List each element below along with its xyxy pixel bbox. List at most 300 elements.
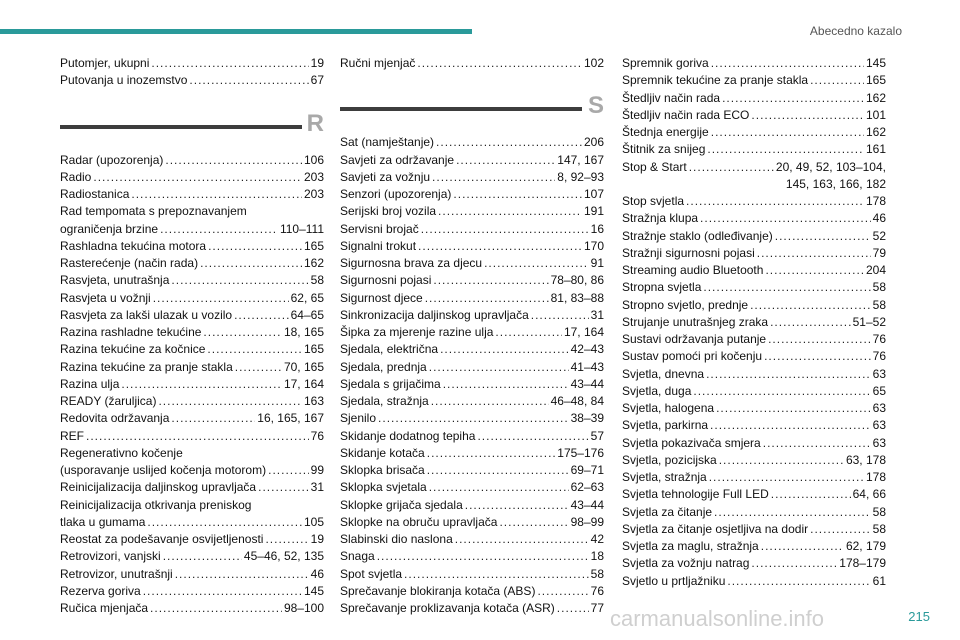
index-entry-pages: 16, 165, 167 — [257, 411, 324, 426]
index-entry — [340, 186, 604, 203]
index-entry — [622, 228, 886, 245]
dot-leader — [165, 152, 302, 169]
index-entry-pages: 62, 65 — [290, 290, 324, 305]
section-letter: S — [587, 92, 604, 120]
index-entry-pages: 61 — [872, 573, 886, 588]
index-entry-pages: 163 — [303, 394, 324, 408]
index-column-2 — [340, 55, 604, 617]
index-entry-pages: 51–52 — [852, 314, 886, 329]
index-entry-pages: 58 — [310, 273, 324, 288]
index-entry — [60, 531, 324, 548]
index-entry — [340, 531, 604, 548]
index-entry — [60, 55, 324, 72]
index-entry-term: Stop & Start — [622, 159, 687, 174]
index-entry-term: Sjedala, stražnja — [340, 394, 429, 408]
index-entry-term: Rezerva goriva — [60, 583, 141, 598]
index-entry — [340, 410, 604, 427]
dot-leader — [234, 307, 289, 324]
index-entry-pages: 162 — [865, 90, 886, 105]
index-entry — [340, 307, 604, 324]
index-entry-term: Savjeti za vožnju — [340, 169, 431, 184]
dot-leader — [440, 341, 569, 358]
index-entry-term: Sjenilo — [340, 411, 377, 426]
index-entry-pages: 58 — [872, 504, 886, 519]
dot-leader — [751, 555, 837, 572]
index-entry — [622, 504, 886, 521]
index-entry-term: Sjedala s grijačima — [340, 376, 441, 391]
dot-leader — [750, 297, 871, 314]
index-entry — [340, 428, 604, 445]
index-entry-term: Streaming audio Bluetooth — [622, 263, 764, 277]
dot-leader — [208, 238, 302, 255]
index-entry-pages: 17, 164 — [563, 325, 604, 339]
index-entry — [622, 245, 886, 262]
index-entry-pages: 70, 165 — [283, 359, 324, 374]
dot-leader — [235, 359, 282, 376]
dot-leader — [189, 72, 308, 89]
index-entry-term: READY (žaruljica) — [60, 394, 157, 408]
index-entry-pages: 31 — [590, 307, 604, 322]
index-entry — [60, 600, 324, 617]
index-entry-pages: 64–65 — [290, 307, 324, 322]
dot-leader — [537, 583, 588, 600]
dot-leader — [421, 221, 589, 238]
index-entry-pages: 203 — [303, 187, 324, 201]
index-entry-term: ograničenja brzine — [60, 221, 159, 236]
index-entry-pages: 77 — [590, 601, 604, 615]
dot-leader — [150, 600, 282, 617]
dot-leader — [531, 307, 589, 324]
index-entry-term: Sigurnosni pojasi — [340, 273, 432, 288]
index-entry-pages: 106 — [303, 152, 324, 167]
dot-leader — [86, 428, 309, 445]
index-entry — [622, 400, 886, 417]
index-entry-term: Ručni mjenjač — [340, 56, 416, 70]
dot-leader — [433, 272, 548, 289]
header-accent-bar — [0, 29, 472, 34]
index-entry-pages: 58 — [590, 566, 604, 581]
index-entry — [340, 324, 604, 341]
index-entry-term: Retrovizori, vanjski — [60, 549, 161, 564]
index-entry — [340, 548, 604, 565]
dot-leader — [121, 376, 282, 393]
index-entry-pages: 58 — [872, 280, 886, 295]
dot-leader — [160, 221, 278, 238]
index-entry-term: Sprečavanje proklizavanja kotača (ASR) — [340, 601, 555, 615]
index-entry-term: Sustavi održavanja putanje — [622, 332, 767, 346]
index-entry-pages: 178–179 — [839, 556, 886, 571]
index-entry-term: Štedljiv način rada — [622, 90, 721, 105]
index-entry-term: Savjeti za održavanje — [340, 152, 455, 167]
index-entry-pages: 41–43 — [570, 359, 604, 374]
dot-leader — [432, 169, 555, 186]
index-entry — [60, 255, 324, 272]
index-entry-term: Svjetlo u prtljažniku — [622, 573, 726, 588]
index-entry-pages: 63 — [872, 418, 886, 433]
index-entry-pages: 62, 179 — [845, 539, 886, 553]
index-entry-term: (usporavanje uslijed kočenja motorom) — [60, 463, 267, 477]
index-entry — [340, 134, 604, 151]
dot-leader — [499, 514, 568, 531]
index-entry-pages: 204 — [865, 263, 886, 277]
index-entry-pages: 19 — [310, 56, 324, 70]
index-entry — [622, 486, 886, 503]
dot-leader — [143, 583, 302, 600]
index-entry-pages: 65 — [872, 383, 886, 398]
index-entry-text: Reinicijalizacija otkrivanja preniskog — [60, 497, 252, 512]
index-entry-term: Stropna svjetla — [622, 280, 702, 295]
index-entry — [60, 169, 324, 186]
index-entry-text: Rad tempomata s prepoznavanjem — [60, 204, 247, 219]
index-entry-pages: 52 — [872, 228, 886, 243]
index-entry — [340, 255, 604, 272]
index-entry-term: Retrovizor, unutrašnji — [60, 566, 173, 581]
index-entry-term: Rasvjeta za lakši ulazak u vozilo — [60, 307, 233, 322]
dot-leader — [427, 462, 569, 479]
dot-leader — [431, 393, 549, 410]
index-entry-term: Stražnje staklo (odleđivanje) — [622, 228, 773, 243]
index-entry-pages: 42 — [590, 532, 604, 546]
index-entry — [60, 428, 324, 445]
index-entry-pages: 165 — [303, 342, 324, 357]
dot-leader — [757, 245, 871, 262]
index-entry-pages: 76 — [310, 428, 324, 443]
index-entry — [340, 55, 604, 72]
index-entry-term: Redovita održavanja — [60, 411, 170, 426]
dot-leader — [703, 279, 870, 296]
index-entry-term: Senzori (upozorenja) — [340, 187, 452, 201]
index-entry-term: Putomjer, ukupni — [60, 56, 150, 70]
index-entry — [622, 141, 886, 158]
index-entry-pages: 62–63 — [570, 480, 604, 495]
index-entry-term: Radar (upozorenja) — [60, 152, 164, 167]
index-column-1 — [60, 55, 324, 617]
dot-leader — [761, 538, 844, 555]
index-entry-pages: 58 — [872, 521, 886, 536]
index-entry — [622, 555, 886, 572]
index-entry — [622, 297, 886, 314]
dot-leader — [436, 134, 582, 151]
index-entry — [622, 72, 886, 89]
index-entry-term: Sigurnosna brava za djecu — [340, 256, 483, 270]
index-entry-term: Svjetla, pozicijska — [622, 452, 717, 467]
dot-leader — [711, 124, 864, 141]
dot-leader — [751, 107, 864, 124]
dot-leader — [207, 341, 302, 358]
index-entry — [60, 548, 324, 565]
index-entry-term: Spremnik tekućine za pranje stakla — [622, 73, 809, 88]
dot-leader — [453, 186, 582, 203]
index-entry-pages: 63 — [872, 435, 886, 450]
index-entry-term: Sklopke na obruču upravljača — [340, 514, 498, 529]
index-entry — [622, 314, 886, 331]
index-entry — [340, 272, 604, 289]
dot-leader — [417, 55, 582, 72]
dot-leader — [455, 531, 589, 548]
index-entry — [340, 290, 604, 307]
page-number: 215 — [908, 609, 930, 624]
index-entry — [340, 514, 604, 531]
index-entry-pages: 79 — [872, 245, 886, 260]
dot-leader — [714, 504, 871, 521]
dot-leader — [484, 255, 589, 272]
index-entry — [622, 193, 886, 210]
index-entry-term: Reinicijalizacija daljinskog upravljača — [60, 480, 257, 495]
dot-leader — [377, 548, 589, 565]
index-entry-pages: 46 — [310, 566, 324, 581]
index-entry-pages: 42–43 — [570, 342, 604, 357]
dot-leader — [707, 141, 864, 158]
index-entry-term: Stražnji sigurnosni pojasi — [622, 245, 755, 260]
section-rule — [60, 125, 302, 129]
index-entry-term: Sklopka svjetala — [340, 480, 427, 495]
index-entry — [622, 210, 886, 227]
index-entry-continuation: 145, 163, 166, 182 — [785, 176, 886, 191]
dot-leader — [711, 55, 864, 72]
dot-leader — [131, 186, 302, 203]
dot-leader — [465, 497, 569, 514]
index-entry — [60, 307, 324, 324]
index-entry-pages: 110–111 — [279, 221, 324, 236]
dot-leader — [268, 462, 309, 479]
index-entry-term: Rasvjeta, unutrašnja — [60, 273, 170, 288]
index-entry — [60, 152, 324, 169]
index-entry-pages: 63, 178 — [845, 452, 886, 467]
dot-leader — [151, 55, 308, 72]
index-entry-pages: 161 — [865, 142, 886, 157]
index-entry-term: Sklopke grijača sjedala — [340, 497, 463, 512]
index-entry-term: Sjedala, prednja — [340, 359, 427, 374]
dot-leader — [764, 348, 871, 365]
index-entry-term: Svjetla, stražnja — [622, 470, 707, 484]
dot-leader — [810, 72, 864, 89]
index-entry — [340, 479, 604, 496]
col2-items-list — [340, 134, 604, 617]
dot-leader — [689, 159, 774, 176]
index-entry — [60, 290, 324, 307]
index-entry-term: Stropno svjetlo, prednje — [622, 297, 749, 312]
index-entry-term: Radiostanica — [60, 187, 130, 201]
index-entry-pages: 175–176 — [557, 445, 604, 460]
index-entry-term: Štednja energije — [622, 125, 709, 139]
index-entry — [340, 600, 604, 617]
index-entry — [60, 583, 324, 600]
index-entry-pages: 178 — [865, 194, 886, 208]
index-entry-pages: 81, 83–88 — [550, 290, 604, 305]
index-entry-term: Skidanje kotača — [340, 445, 425, 460]
index-entry-pages: 105 — [303, 514, 324, 529]
index-entry-pages: 206 — [583, 135, 604, 150]
index-entry-pages: 18 — [590, 549, 604, 564]
index-entry-pages: 203 — [303, 169, 324, 184]
index-entry-term: Svjetla za maglu, stražnja — [622, 539, 759, 553]
index-entry — [340, 169, 604, 186]
index-entry-pages: 69–71 — [570, 463, 604, 477]
col1-top-list — [60, 55, 324, 90]
index-entry-pages: 63 — [872, 366, 886, 381]
index-entry-term: Razina rashladne tekućine — [60, 325, 202, 339]
index-entry-term: Štitnik za snijeg — [622, 142, 706, 157]
index-entry — [340, 583, 604, 600]
index-entry-pages: 191 — [583, 204, 604, 219]
index-entry — [622, 124, 886, 141]
index-entry — [60, 376, 324, 393]
index-entry — [622, 107, 886, 124]
dot-leader — [775, 228, 871, 245]
index-entry — [340, 341, 604, 358]
index-entry-pages: 78–80, 86 — [550, 273, 604, 288]
dot-leader — [810, 521, 871, 538]
dot-leader — [171, 410, 255, 427]
dot-leader — [265, 531, 308, 548]
dot-leader — [153, 290, 289, 307]
index-entry — [60, 272, 324, 289]
watermark: carmanualsonline.info — [610, 606, 825, 631]
col3-items-list — [622, 55, 886, 590]
index-entry-term: Razina tekućine za kočnice — [60, 342, 206, 357]
section-rule — [340, 107, 582, 111]
dot-leader — [693, 383, 870, 400]
dot-leader — [770, 314, 851, 331]
index-entry-term: Snaga — [340, 549, 375, 564]
dot-leader — [418, 238, 582, 255]
index-entry-term: Stop svjetla — [622, 194, 685, 208]
index-entry — [60, 410, 324, 427]
index-entry-term: Svjetla za čitanje osjetljiva na dodir — [622, 521, 809, 536]
dot-leader — [557, 600, 589, 617]
index-entry-term: Servisni brojač — [340, 221, 419, 236]
dot-leader — [425, 290, 549, 307]
index-entry-term: Serijski broj vozila — [340, 204, 437, 219]
index-entry — [60, 479, 324, 496]
index-entry — [60, 359, 324, 376]
dot-leader — [765, 262, 864, 279]
dot-leader — [378, 410, 569, 427]
index-entry-pages: 46 — [872, 211, 886, 226]
dot-leader — [163, 548, 242, 565]
dot-leader — [700, 210, 871, 227]
index-entry-text: Regenerativno kočenje — [60, 445, 183, 460]
index-entry — [340, 359, 604, 376]
index-entry-pages: 170 — [583, 238, 604, 253]
dot-leader — [722, 90, 864, 107]
dot-leader — [443, 376, 569, 393]
index-entry — [340, 221, 604, 238]
index-entry — [622, 435, 886, 452]
index-entry-pages: 20, 49, 52, 103–104, — [775, 159, 886, 174]
dot-leader — [258, 479, 309, 496]
index-entry-term: Svjetla za čitanje — [622, 504, 713, 519]
index-entry-term: Putovanja u inozemstvo — [60, 73, 188, 88]
index-entry — [60, 324, 324, 341]
section-letter: R — [306, 109, 324, 137]
dot-leader — [710, 417, 871, 434]
index-entry — [622, 469, 886, 486]
index-entry-pages: 18, 165 — [283, 325, 324, 339]
index-entry-pages: 16 — [590, 221, 604, 236]
index-entry-pages: 76 — [590, 583, 604, 598]
index-entry-pages: 57 — [590, 428, 604, 443]
index-entry — [622, 521, 886, 538]
index-column-3 — [622, 55, 886, 590]
dot-leader — [686, 193, 864, 210]
dot-leader — [429, 359, 569, 376]
index-entry — [340, 445, 604, 462]
index-entry — [340, 393, 604, 410]
index-entry — [622, 55, 886, 72]
index-entry — [622, 262, 886, 279]
dot-leader — [771, 486, 851, 503]
index-entry — [60, 566, 324, 583]
dot-leader — [706, 366, 871, 383]
index-entry — [340, 566, 604, 583]
index-entry-term: REF — [60, 428, 84, 443]
index-entry-term: Šipka za mjerenje razine ulja — [340, 325, 494, 339]
index-entry — [622, 366, 886, 383]
dot-leader — [427, 445, 556, 462]
dot-leader — [763, 435, 871, 452]
dot-leader — [171, 272, 308, 289]
dot-leader — [456, 152, 555, 169]
index-entry — [60, 186, 324, 203]
dot-leader — [158, 393, 302, 410]
index-entry-pages: 162 — [865, 125, 886, 139]
index-entry-term: Skidanje dodatnog tepiha — [340, 428, 476, 443]
dot-leader — [719, 452, 844, 469]
index-entry-term: Sklopka brisača — [340, 463, 425, 477]
index-entry — [622, 383, 886, 400]
index-entry-pages: 162 — [303, 256, 324, 270]
index-entry-term: Rasterećenje (način rada) — [60, 256, 199, 270]
index-entry — [60, 514, 324, 531]
index-entry-pages: 17, 164 — [283, 376, 324, 391]
index-entry — [340, 376, 604, 393]
dot-leader — [429, 479, 569, 496]
index-entry — [622, 538, 886, 555]
index-entry-term: Sjedala, električna — [340, 342, 439, 357]
index-entry-term: Sprečavanje blokiranja kotača (ABS) — [340, 583, 536, 598]
index-entry-term: Rasvjeta u vožnji — [60, 290, 151, 305]
index-entry-term: Razina ulja — [60, 376, 120, 391]
dot-leader — [768, 331, 871, 348]
dot-leader — [93, 169, 302, 186]
index-entry-term: tlaka u gumama — [60, 514, 146, 529]
index-entry-pages: 31 — [310, 480, 324, 495]
index-entry — [622, 279, 886, 296]
index-entry — [340, 203, 604, 220]
index-entry-pages: 38–39 — [570, 411, 604, 426]
index-entry — [622, 573, 886, 590]
dot-leader — [404, 566, 589, 583]
index-entry-pages: 76 — [872, 332, 886, 346]
index-entry — [622, 90, 886, 107]
index-entry-pages: 147, 167 — [557, 152, 604, 167]
index-entry — [622, 331, 886, 348]
index-entry — [60, 238, 324, 255]
index-entry — [340, 462, 604, 479]
index-entry-term: Sat (namještanje) — [340, 135, 435, 150]
index-entry-pages: 98–100 — [283, 601, 324, 615]
index-entry-pages: 145 — [303, 583, 324, 598]
index-entry — [60, 221, 324, 238]
index-entry — [622, 159, 886, 176]
index-entry-pages: 165 — [303, 238, 324, 253]
col1-items-list — [60, 152, 324, 618]
dot-leader — [200, 255, 302, 272]
index-entry-pages: 76 — [872, 349, 886, 364]
index-entry — [340, 497, 604, 514]
index-entry-term: Štedljiv način rada ECO — [622, 107, 750, 122]
